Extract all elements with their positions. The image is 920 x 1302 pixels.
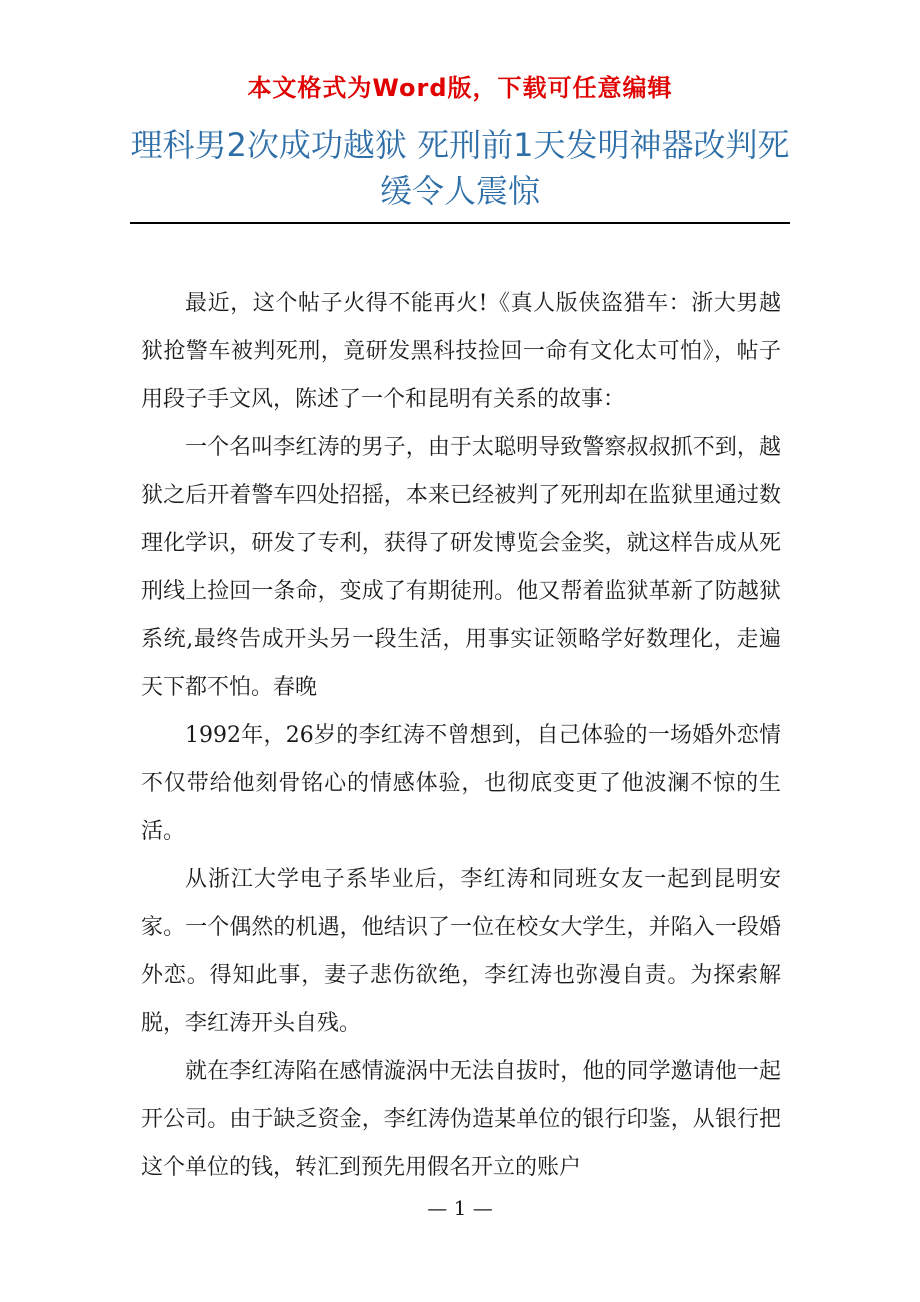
- paragraph: 就在李红涛陷在感情漩涡中无法自拔时，他的同学邀请他一起开公司。由于缺乏资金，李红涛伪造某单位的银行印鉴，从银行把这个单位的钱，转汇到预先用假名开立的账户: [141, 1059, 781, 1180]
- article-title: 理科男2次成功越狱 死刑前1天发明神器改判死缓令人震惊: [130, 126, 790, 210]
- page-number: — 1 —: [427, 1196, 493, 1220]
- title-divider: [130, 222, 790, 224]
- paragraph: 最近，这个帖子火得不能再火!《真人版侠盗猎车：浙大男越狱抢警车被判死刑，竟研发黑科技捡回一命有文化太可怕》，帖子用段子手文风，陈述了一个和昆明有关系的故事：: [141, 291, 781, 412]
- format-notice: 本文格式为Word版，下载可任意编辑: [247, 74, 673, 102]
- paragraph: 一个名叫李红涛的男子，由于太聪明导致警察叔叔抓不到，越狱之后开着警车四处招摇，本来已经被判了死刑却在监狱里通过数理化学识，研发了专利，获得了研发博览会金奖，就这样告成从死刑线上捡回一条命，变成了有期徒刑。他又帮着监狱革新了防越狱系统,最终告成开头另一段生活，用事实证领略学好数理化，走遍天下都不怕。春晚: [141, 435, 781, 700]
- paragraph: 1992年，26岁的李红涛不曾想到，自己体验的一场婚外恋情不仅带给他刻骨铭心的情感体验，也彻底变更了他波澜不惊的生活。: [141, 723, 781, 844]
- article-body: [141, 280, 781, 1192]
- paragraph: 从浙江大学电子系毕业后，李红涛和同班女友一起到昆明安家。一个偶然的机遇，他结识了一位在校女大学生，并陷入一段婚外恋。得知此事，妻子悲伤欲绝，李红涛也弥漫自责。为探索解脱，李红涛开头自残。: [141, 867, 781, 1036]
